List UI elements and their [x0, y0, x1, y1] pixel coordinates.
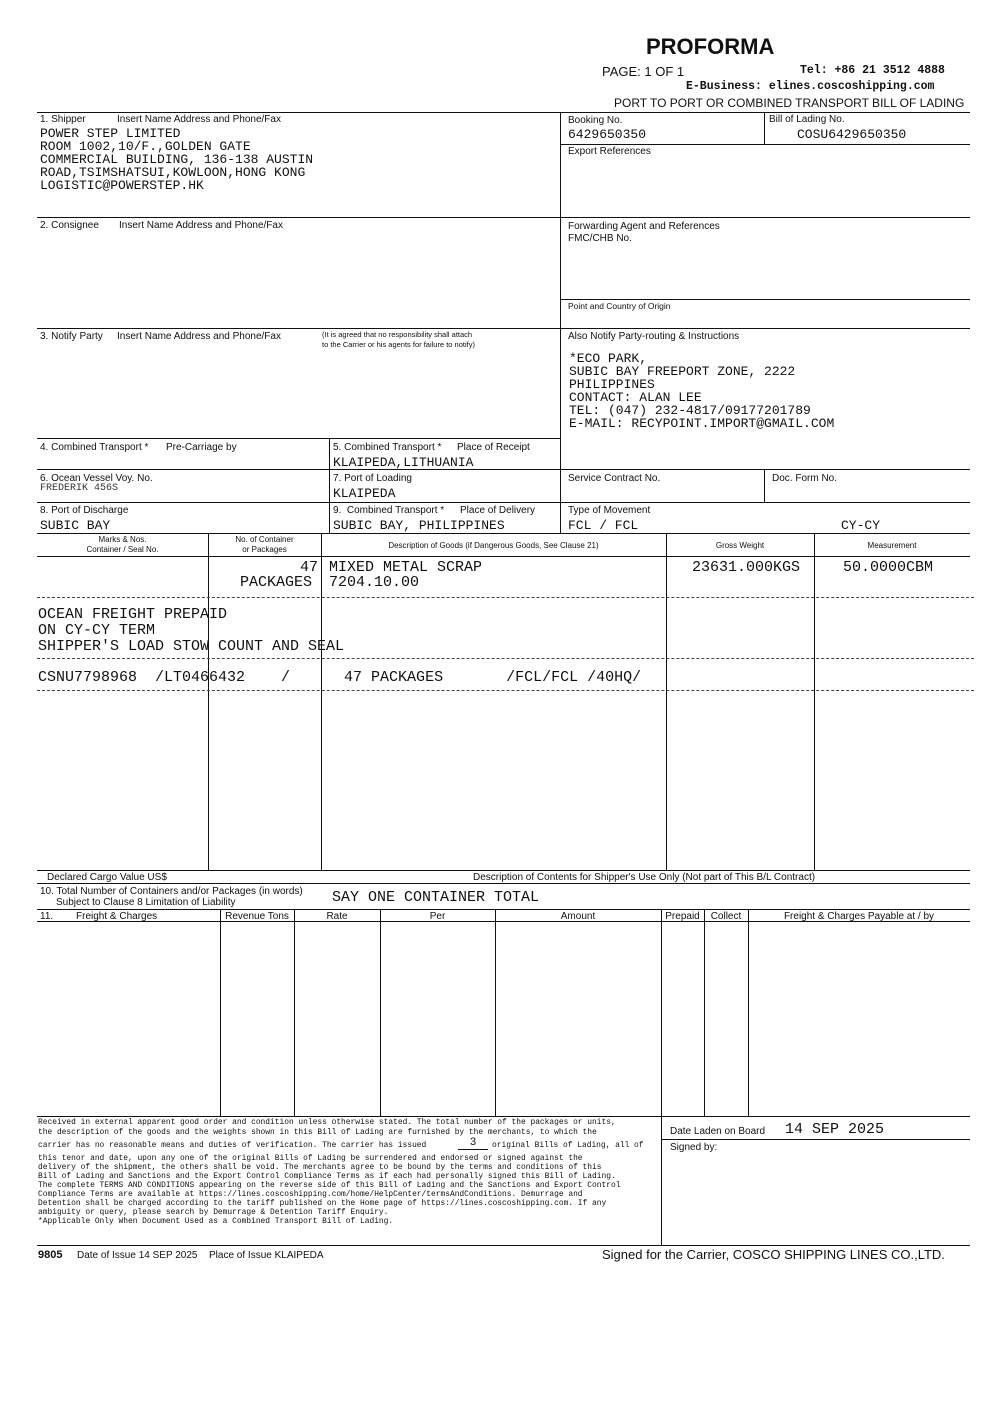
- marks-header: Marks & Nos. Container / Seal No.: [86, 535, 159, 554]
- package-quantity: 47: [300, 559, 319, 576]
- rule: [661, 1139, 970, 1140]
- terms-line: Received in external apparent good order and condition unless otherwise stated. The total number of the packages or units,: [38, 1118, 616, 1127]
- date-laden-label: Date Laden on Board: [670, 1126, 766, 1137]
- description-header: Description of Goods (if Dangerous Goods, See Clause 21): [388, 541, 599, 550]
- rule: [764, 469, 765, 502]
- terms-line: *Applicable Only When Document Used as a Combined Transport Bill of Lading.: [38, 1217, 394, 1226]
- declared-value-label: Declared Cargo Value US$: [47, 872, 167, 883]
- shipper-sublabel: Insert Name Address and Phone/Fax: [117, 114, 281, 125]
- carrier-signature-line: Signed for the Carrier, COSCO SHIPPING LINES CO.,LTD.: [602, 1247, 945, 1262]
- measurement-value: 50.0000CBM: [843, 559, 934, 576]
- prepaid-header: Prepaid: [665, 911, 700, 922]
- place-receipt-sublabel: Place of Receipt: [457, 442, 530, 453]
- terms-line: the description of the goods and the weights shown in this Bill of Lading are furnished by the merchants, to which the: [38, 1128, 597, 1137]
- rule: [748, 909, 749, 1116]
- page-number: PAGE: 1 OF 1: [602, 64, 685, 79]
- total-packages-label: 10. Total Number of Containers and/or Packages (in words): [40, 886, 303, 897]
- ebusiness-url: E-Business: elines.coscoshipping.com: [686, 80, 935, 93]
- place-receipt-label: 5. Combined Transport *: [333, 442, 442, 453]
- rule: [294, 909, 295, 1116]
- original-count: 3: [458, 1137, 488, 1150]
- shipper-line: POWER STEP LIMITED: [40, 126, 181, 141]
- place-delivery-sublabel: Place of Delivery: [460, 505, 536, 516]
- booking-number: 6429650350: [568, 127, 647, 142]
- remark-line: OCEAN FREIGHT PREPAID: [38, 606, 228, 623]
- rule: [329, 438, 330, 533]
- rule: [495, 909, 496, 1116]
- shipper-line: ROOM 1002,10/F.,GOLDEN GATE: [40, 139, 251, 154]
- telephone: Tel: +86 21 3512 4888: [800, 64, 945, 77]
- signed-by-label: Signed by:: [670, 1142, 718, 1153]
- rule: [37, 328, 970, 329]
- rule: [37, 217, 970, 218]
- document-type: PORT TO PORT OR COMBINED TRANSPORT BILL OF LADING: [614, 96, 965, 110]
- dashed-separator: [37, 690, 974, 691]
- place-delivery-value: SUBIC BAY, PHILIPPINES: [333, 518, 505, 533]
- shipper-label: 1. Shipper: [40, 114, 86, 125]
- also-notify-line: CONTACT: ALAN LEE: [569, 390, 702, 405]
- shipper-line: LOGISTIC@POWERSTEP.HK: [40, 178, 204, 193]
- rule: [37, 112, 970, 113]
- pre-carriage-sublabel: Pre-Carriage by: [166, 442, 237, 453]
- movement-label: Type of Movement: [568, 505, 651, 516]
- liability-label: Subject to Clause 8 Limitation of Liability: [56, 897, 236, 908]
- also-notify-line: E-MAIL: RECYPOINT.IMPORT@GMAIL.COM: [569, 416, 835, 431]
- rule: [560, 144, 970, 145]
- goods-description: MIXED METAL SCRAP: [329, 559, 483, 576]
- rule: [37, 909, 970, 910]
- movement-value: FCL / FCL: [568, 518, 639, 533]
- fmc-chb-label: FMC/CHB No.: [568, 233, 632, 244]
- rule: [37, 556, 970, 557]
- rule: [814, 533, 815, 870]
- rule: [37, 438, 560, 439]
- freight-charges-header: Freight & Charges: [76, 911, 158, 922]
- consignee-label: 2. Consignee: [40, 220, 99, 231]
- place-receipt-value: KLAIPEDA,LITHUANIA: [333, 455, 474, 470]
- bl-number-label: Bill of Lading No.: [769, 114, 845, 125]
- shipper-use-label: Description of Contents for Shipper's Use Only (Not part of This B/L Contract): [473, 872, 816, 883]
- port-discharge-value: SUBIC BAY: [40, 518, 111, 533]
- rule: [37, 1245, 970, 1246]
- export-references-label: Export References: [568, 146, 651, 157]
- rule: [661, 909, 662, 1245]
- gross-weight-header: Gross Weight: [715, 541, 765, 550]
- rule: [220, 909, 221, 1116]
- package-unit: PACKAGES: [240, 574, 313, 591]
- rule: [380, 909, 381, 1116]
- also-notify-line: *ECO PARK,: [569, 351, 648, 366]
- hs-code: 7204.10.00: [329, 574, 420, 591]
- rule: [704, 909, 705, 1116]
- terms-line: Detention shall be charged according to the tariff published on the Home page of https://lines.coscoshipping.com. If any: [38, 1199, 607, 1208]
- rule: [666, 533, 667, 870]
- service-contract-label: Service Contract No.: [568, 473, 661, 484]
- terms-line: Bill of Lading and Sanctions and the Export Control Compliance Terms as if each had personally signed this Bill of Lading.: [38, 1172, 616, 1181]
- terms-line: Compliance Terms are available at https://lines.coscoshipping.com/home/HelpCenter/termsAndConditions. Demurrage and: [38, 1190, 583, 1199]
- pre-carriage-label: 4. Combined Transport *: [40, 442, 149, 453]
- gross-weight: 23631.000KGS: [692, 559, 801, 576]
- also-notify-label: Also Notify Party-routing & Instructions: [568, 331, 740, 342]
- booking-label: Booking No.: [568, 115, 623, 126]
- notify-party-sublabel: Insert Name Address and Phone/Fax: [117, 331, 281, 342]
- vessel-label: 6. Ocean Vessel Voy. No.: [40, 473, 153, 484]
- shipper-line: COMMERCIAL BUILDING, 136-138 AUSTIN: [40, 152, 314, 167]
- place-delivery-label: 9. Combined Transport *: [333, 505, 445, 516]
- issue-date: Date of Issue 14 SEP 2025: [77, 1250, 198, 1261]
- consignee-sublabel: Insert Name Address and Phone/Fax: [119, 220, 283, 231]
- remark-line: SHIPPER'S LOAD STOW COUNT AND SEAL: [38, 638, 345, 655]
- point-origin-label: Point and Country of Origin: [568, 301, 671, 311]
- document-title: PROFORMA: [646, 34, 775, 59]
- vessel-value: FREDERIK 456S: [40, 483, 119, 494]
- remark-line: ON CY-CY TERM: [38, 622, 156, 639]
- rule: [37, 870, 970, 871]
- amount-header: Amount: [560, 911, 596, 922]
- dashed-separator: [37, 597, 974, 598]
- port-loading-label: 7. Port of Loading: [333, 473, 412, 484]
- measurement-header: Measurement: [867, 541, 917, 550]
- rule: [37, 469, 970, 470]
- rule: [560, 112, 561, 438]
- per-header: Per: [429, 911, 446, 922]
- port-discharge-label: 8. Port of Discharge: [40, 505, 129, 516]
- revenue-tons-header: Revenue Tons: [225, 911, 289, 922]
- container-seal-line: CSNU7798968 /LT0466432 / 47 PACKAGES /FCL/FCL /40HQ/: [38, 669, 642, 686]
- rule: [560, 438, 561, 533]
- payable-at-header: Freight & Charges Payable at / by: [783, 911, 935, 922]
- rule: [560, 299, 970, 300]
- total-packages-words: SAY ONE CONTAINER TOTAL: [332, 889, 540, 906]
- rule: [37, 1116, 970, 1117]
- terms-line: carrier has no reasonable means and duties of verification. The carrier has issued: [38, 1141, 427, 1150]
- containers-header: No. of Container or Packages: [235, 535, 294, 554]
- movement-term: CY-CY: [841, 518, 881, 533]
- rule: [37, 533, 970, 534]
- issue-place: Place of Issue KLAIPEDA: [209, 1250, 324, 1261]
- date-laden-value: 14 SEP 2025: [785, 1121, 885, 1138]
- rate-header: Rate: [326, 911, 348, 922]
- terms-line: original Bills of Lading, all of: [492, 1141, 644, 1150]
- terms-line: ambiguity or query, please search by Demurrage & Detention Tariff Enquiry.: [38, 1208, 389, 1217]
- also-notify-line: TEL: (047) 232-4817/09177201789: [569, 403, 811, 418]
- shipper-line: ROAD,TSIMSHATSUI,KOWLOON,HONG KONG: [40, 165, 306, 180]
- rule: [208, 533, 209, 870]
- also-notify-line: SUBIC BAY FREEPORT ZONE, 2222: [569, 364, 796, 379]
- notify-party-label: 3. Notify Party: [40, 331, 103, 342]
- rule: [764, 112, 765, 144]
- terms-line: The complete TERMS AND CONDITIONS appearing on the reverse side of this Bill of Lading and the Sanctions and Export Control: [38, 1181, 621, 1190]
- rule: [37, 883, 970, 884]
- bl-number: COSU6429650350: [797, 127, 907, 142]
- rule: [37, 502, 970, 503]
- collect-header: Collect: [710, 911, 742, 922]
- terms-line: delivery of the shipment, the others shall be void. The merchants agree to be bound by the terms and conditions of this: [38, 1163, 602, 1172]
- also-notify-line: PHILIPPINES: [569, 377, 655, 392]
- doc-form-label: Doc. Form No.: [772, 473, 838, 484]
- terms-line: this tenor and date, upon any one of the original Bills of Lading be surrendered and endorsed or signed against the: [38, 1154, 583, 1163]
- forwarding-agent-label: Forwarding Agent and References: [568, 221, 720, 232]
- rule: [321, 533, 322, 870]
- port-loading-value: KLAIPEDA: [333, 486, 396, 501]
- dashed-separator: [37, 658, 974, 659]
- charges-number: 11.: [40, 911, 54, 922]
- form-code: 9805: [38, 1249, 63, 1261]
- notify-disclaimer: (It is agreed that no responsibility shall attach to the Carrier or his agents for failure to notify): [322, 330, 475, 349]
